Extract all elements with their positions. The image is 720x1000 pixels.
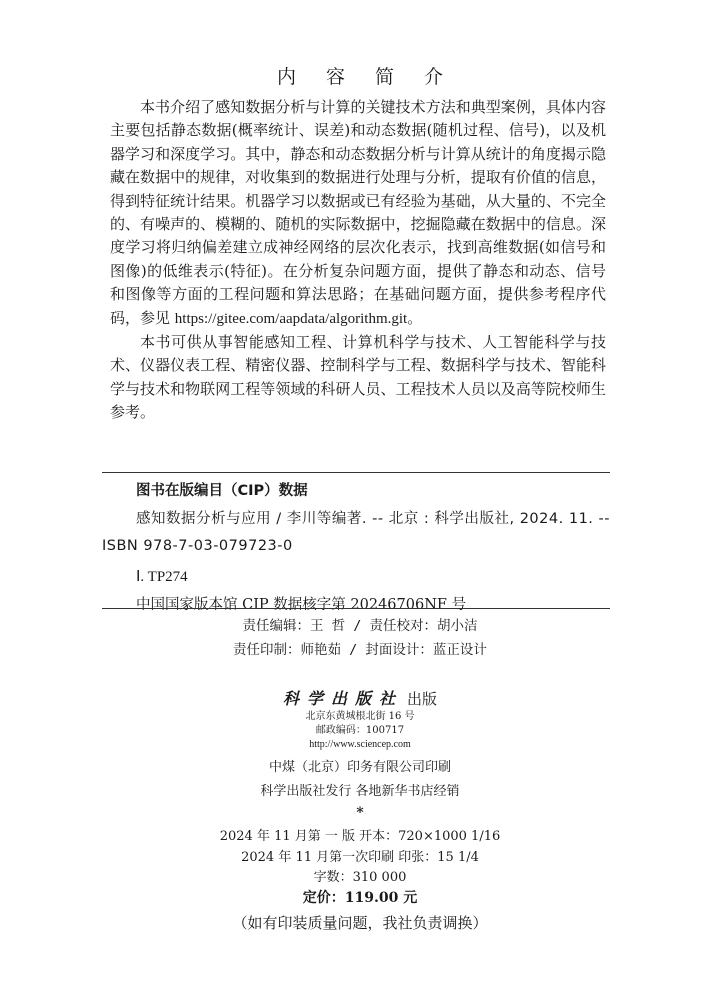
publisher-postcode: 邮政编码：100717 — [315, 725, 405, 736]
staff-line-production: 责任印制：师艳茹 / 封面设计：蓝正设计 — [233, 642, 487, 658]
printer-line: 中煤（北京）印务有限公司印刷 — [268, 760, 451, 775]
cip-bottom-rule — [102, 608, 610, 609]
publisher-suffix: 出版 — [407, 690, 438, 708]
cip-data-block — [102, 478, 610, 618]
cip-body: 感知数据分析与应用 / 李川等编著. -- 北京 : 科学出版社, 2024. 11. -- ISBN 978-7-03-079723-0 — [102, 511, 610, 554]
quality-note: （如有印装质量问题，我社负责调换） — [232, 914, 488, 932]
staff-line-editors: 责任编辑：王 哲 / 责任校对：胡小洁 — [242, 618, 478, 634]
cip-top-rule — [102, 472, 610, 473]
separator-star: * — [356, 805, 364, 821]
publisher-address: 北京东黄城根北街 16 号 — [305, 711, 415, 722]
intro-paragraph-1-end: 。 — [407, 308, 423, 327]
printing-line: 2024 年 11 月第一次印刷 印张：15 1/4 — [241, 850, 479, 865]
cip-classification: Ⅰ. TP274 — [136, 569, 188, 585]
price-line: 定价：119.00 元 — [302, 890, 418, 906]
cip-heading: 图书在版编目（CIP）数据 — [136, 483, 308, 499]
page-title: 内 容 简 介 — [276, 66, 456, 88]
distribution-line: 科学出版社发行 各地新华书店经销 — [260, 784, 460, 799]
intro-section — [110, 96, 606, 425]
publisher-logo: 科学出版社 — [282, 689, 403, 708]
code-repository-link[interactable]: https://gitee.com/aapdata/algorithm.git — [174, 310, 408, 327]
publisher-website[interactable]: http://www.sciencep.com — [309, 739, 411, 750]
cip-record-number: 中国国家版本馆 CIP 数据核字第 20246706NF 号 — [136, 597, 467, 613]
intro-paragraph-1 — [110, 96, 606, 331]
publisher-line — [0, 686, 720, 709]
intro-paragraph-2: 本书可供从事智能感知工程、计算机科学与技术、人工智能科学与技术、仪器仪表工程、精密仪器、控制科学与工程、数据科学与技术、智能科学与技术和物联网工程等领域的科研人员、工程技术人员以及高等院校师生参考。 — [110, 333, 606, 422]
edition-line: 2024 年 11 月第 一 版 开本：720×1000 1/16 — [219, 829, 501, 844]
word-count-line: 字数：310 000 — [313, 870, 407, 885]
intro-paragraph-1-text: 本书介绍了感知数据分析与计算的关键技术方法和典型案例，具体内容主要包括静态数据(概率统计、误差)和动态数据(随机过程、信号)，以及机器学习和深度学习。其中，静态和动态数据分析与计算从统计的角度揭示隐藏在数据中的规律，对收集到的数据进行处理与分析，提取有价值的信息，得到特征统计结果。机器学习以数据或已有经验为基础，从大量的、不完全的、有噪声的、模糊的、随机的实际数据中，挖掘隐藏在数据中的信息。深度学习将归纳偏差建立成神经网络的层次化表示，找到高维数据(如信号和图像)的低维表示(特征)。在分析复杂问题方面，提供了静态和动态、信号和图像等方面的工程问题和算法思路；在基础问题方面，提供参考程序代码，参见 — [110, 98, 606, 327]
